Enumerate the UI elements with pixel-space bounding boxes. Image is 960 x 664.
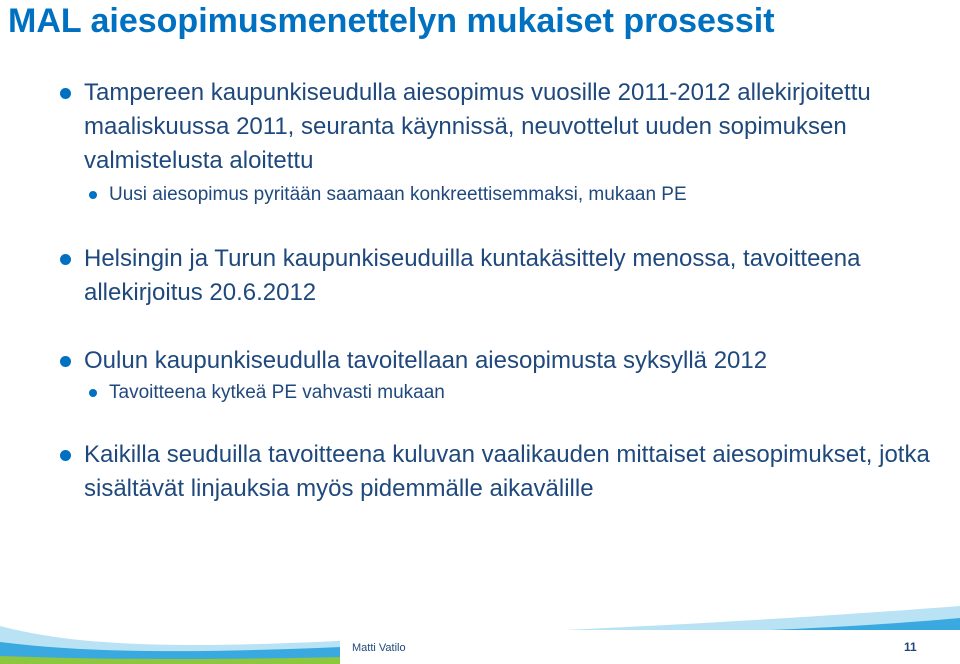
bullet-2-text: Helsingin ja Turun kaupunkiseuduilla kuntakäsittely menossa, tavoitteena allekirjoitus 20.6.2012 (84, 245, 861, 306)
sub-bullet-dot-icon (89, 191, 97, 199)
bullet-dot-icon (60, 450, 71, 461)
slide-title: MAL aiesopimusmenettelyn mukaiset prosessit (8, 2, 775, 40)
footer-wave-decoration (0, 598, 960, 664)
bullet-3-sub-1-text: Tavoitteena kytkeä PE vahvasti mukaan (109, 382, 445, 403)
bullet-2 (84, 242, 934, 310)
bullet-1-text: Tampereen kaupunkiseudulla aiesopimus vuosille 2011-2012 allekirjoitettu maaliskuussa 2011, seuranta käynnissä, neuvottelut uuden sopimuksen valmistelusta aloitettu (84, 79, 871, 174)
sub-bullet-dot-icon (89, 389, 97, 397)
page-number: 11 (904, 640, 917, 654)
bullet-4-text: Kaikilla seuduilla tavoitteena kuluvan vaalikauden mittaiset aiesopimukset, jotka sisältävät linjauksia myös pidemmälle aikavälille (84, 441, 930, 502)
bullet-1-sub-1-text: Uusi aiesopimus pyritään saamaan konkreettisemmaksi, mukaan PE (109, 184, 687, 205)
bullet-1-sub-1 (109, 182, 929, 208)
bullet-dot-icon (60, 88, 71, 99)
bullet-1 (84, 76, 934, 178)
bullet-4 (84, 438, 934, 506)
bullet-dot-icon (60, 356, 71, 367)
footer-author: Matti Vatilo (352, 642, 406, 654)
bullet-dot-icon (60, 254, 71, 265)
bullet-3-sub-1 (109, 380, 929, 406)
bullet-3 (84, 344, 934, 378)
bullet-3-text: Oulun kaupunkiseudulla tavoitellaan aiesopimusta syksyllä 2012 (84, 347, 768, 374)
